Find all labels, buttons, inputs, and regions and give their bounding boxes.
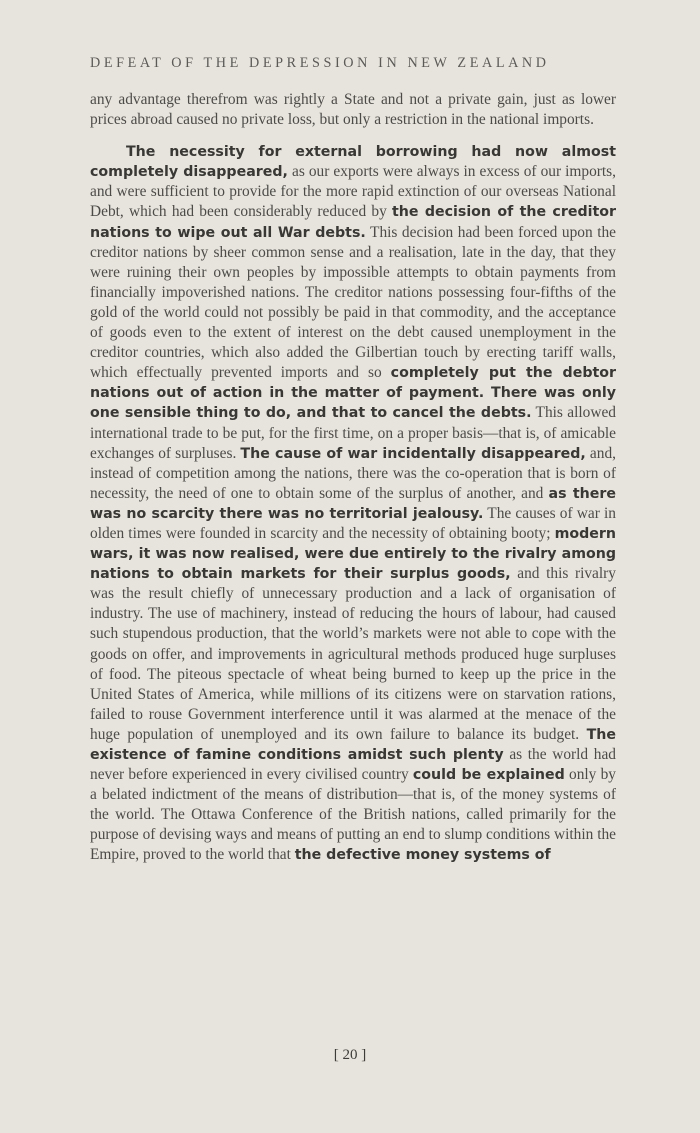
running-head: DEFEAT OF THE DEPRESSION IN NEW ZEALAND — [90, 55, 550, 71]
paragraph — [90, 90, 616, 130]
emphasis-text: as there was no scarcity there was no territorial jealousy. — [90, 485, 616, 522]
paragraph — [90, 142, 616, 865]
emphasis-text: could be explained — [412, 767, 565, 784]
body-run: and this rivalry was the result chiefly of unnecessary production and a lack of organisation of industry. The use of machinery, instead of reducing the hours of labour, had caused such stupendous production, that the world’s markets were not able to cope with the goods on offer, and improvements in agricultural methods produced huge surpluses of food. The piteous spectacle of wheat being burned to keep up the price in the United States of America, while millions of its citizens were on starvation rations, failed to rouse Government interference until it was alarmed at the menace of the huge population of unemployed and its own failure to balance its budget. — [90, 565, 616, 743]
body-run: only by a belated indictment of the means of distribution—that is, of the money systems of the world. The Ottawa Conference of the British nations, called primarily for the purpose of devising ways and means of putting an end to slump conditions within the Empire, proved to the world that — [90, 766, 617, 864]
body-run: This decision had been forced upon the creditor nations by sheer common sense and a realisation, late in the day, that they were ruining their own peoples by impossible attempts to obtain payments from financially impoverished nations. The creditor nations possessing four-fifths of the gold of the world could not possibly be paid in that commodity, and the acceptance of goods even to the extent of interest on the debt caused unemployment in the creditor countries, which also added the Gilbertian touch by erecting tariff walls, which effectually prevented imports and so — [90, 223, 617, 382]
body-run: as our exports were always in excess of our imports, and were sufficient to provide for the more rapid extinction of our overseas National Debt, which had been considerably reduced by — [90, 163, 616, 221]
emphasis-text: The cause of war incidentally disappeared, — [240, 445, 586, 462]
emphasis-text: the defective money systems of — [294, 847, 551, 864]
emphasis-text: completely put the debtor nations out of action in the matter of payment. There was only one sensible thing to do, and that to cancel the debts. — [90, 365, 617, 422]
emphasis-text: The necessity for external borrowing had now almost completely disappeared, — [90, 144, 616, 181]
body-run: This allowed international trade to be put, for the first time, on a proper basis—that is, of amicable exchanges of surpluses. — [90, 404, 616, 462]
emphasis-text: modern wars, it was now realised, were due entirely to the rivalry among nations to obtain markets for their surplus goods, — [90, 525, 616, 583]
page-number: [ 20 ] — [333, 1047, 367, 1063]
body-run: as the world had never before experienced in every civilised country — [90, 746, 616, 784]
emphasis-text: the decision of the creditor nations to wipe out all War debts. — [90, 204, 616, 241]
body-run: any advantage therefrom was rightly a State and not a private gain, just as lower prices abroad caused no private loss, but only a restriction in the national imports. — [90, 91, 616, 129]
body-text — [90, 90, 616, 866]
body-run: The causes of war in olden times were founded in scarcity and the necessity of obtaining booty; — [90, 504, 617, 542]
emphasis-text: The existence of famine conditions amidst such plenty — [90, 726, 616, 763]
body-run: and, instead of competition among the nations, there was the co-operation that is born of necessity, the need of one to obtain some of the surplus of another, and — [90, 444, 617, 502]
